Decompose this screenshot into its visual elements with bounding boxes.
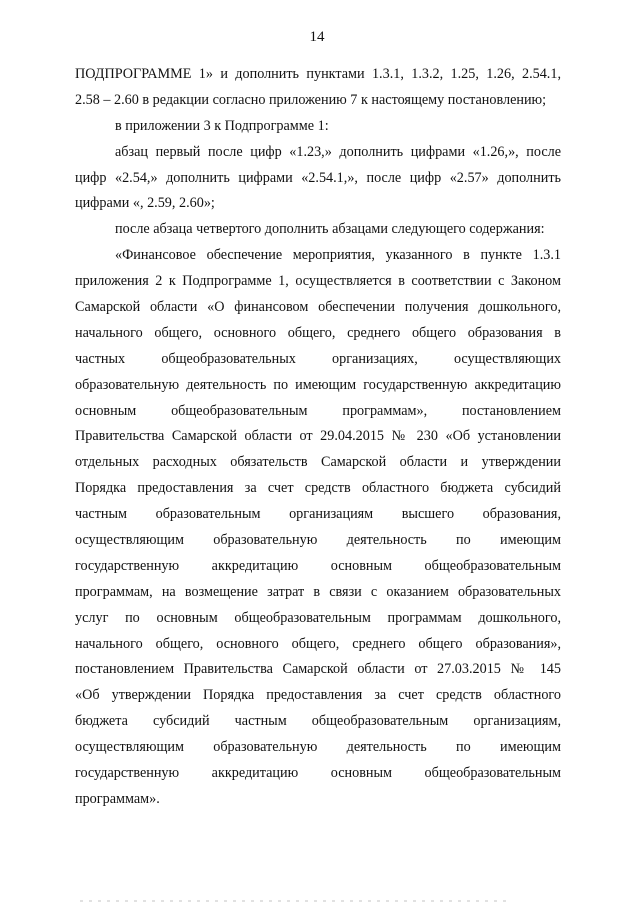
text-line: «Об утверждении Порядка предоставления за счет средств областного <box>75 687 561 704</box>
text-line: в приложении 3 к Подпрограмме 1: <box>115 117 329 134</box>
text-line: приложения 2 к Подпрограмме 1, осуществляется в соответствии с Законом <box>75 273 561 290</box>
text-line: цифр «2.54,» дополнить цифрами «2.54.1,», после цифр «2.57» дополнить <box>75 169 561 186</box>
text-line: частным образовательным организациям высшего образования, <box>75 506 561 523</box>
text-line: основным общеобразовательным программам», постановлением <box>75 402 561 419</box>
text-line: после абзаца четвертого дополнить абзацами следующего содержания: <box>115 221 545 238</box>
text-line: услуг по основным общеобразовательным программам дошкольного, <box>75 609 561 626</box>
text-line: программам, на возмещение затрат в связи с оказанием образовательных <box>75 583 561 600</box>
text-line: начального общего, основного общего, среднего общего образования», <box>75 635 561 652</box>
text-line: осуществляющим образовательную деятельность по имеющим <box>75 739 561 756</box>
text-line: бюджета субсидий частным общеобразовательным организациям, <box>75 713 561 730</box>
text-line: программам». <box>75 790 160 807</box>
text-line: Порядка предоставления за счет средств областного бюджета субсидий <box>75 480 561 497</box>
text-line: осуществляющим образовательную деятельность по имеющим <box>75 532 561 549</box>
text-line: абзац первый после цифр «1.23,» дополнить цифрами «1.26,», после <box>115 143 561 160</box>
text-line: частных общеобразовательных организациях, осуществляющих <box>75 350 561 367</box>
text-line: начального общего, основного общего, среднего общего образования в <box>75 324 561 341</box>
text-line: Правительства Самарской области от 29.04.2015 № 230 «Об установлении <box>75 428 561 445</box>
text-line: ПОДПРОГРАММЕ 1» и дополнить пунктами 1.3.1, 1.3.2, 1.25, 1.26, 2.54.1, <box>75 66 561 82</box>
text-line: постановлением Правительства Самарской области от 27.03.2015 № 145 <box>75 661 561 678</box>
text-line: «Финансовое обеспечение мероприятия, указанного в пункте 1.3.1 <box>115 247 561 264</box>
text-line: цифрами «, 2.59, 2.60»; <box>75 195 215 212</box>
scan-artifact-edge <box>80 900 510 902</box>
text-line: 2.58 – 2.60 в редакции согласно приложению 7 к настоящему постановлению; <box>75 91 547 108</box>
page-number: 14 <box>309 29 325 45</box>
text-line: Самарской области «О финансовом обеспечении получения дошкольного, <box>75 299 561 316</box>
text-line: государственную аккредитацию основным общеобразовательным <box>75 557 561 574</box>
text-line: отдельных расходных обязательств Самарской области и утверждении <box>75 454 561 471</box>
text-line: государственную аккредитацию основным общеобразовательным <box>75 765 561 782</box>
document-body <box>75 62 561 813</box>
text-line: образовательную деятельность по имеющим государственную аккредитацию <box>75 376 561 393</box>
